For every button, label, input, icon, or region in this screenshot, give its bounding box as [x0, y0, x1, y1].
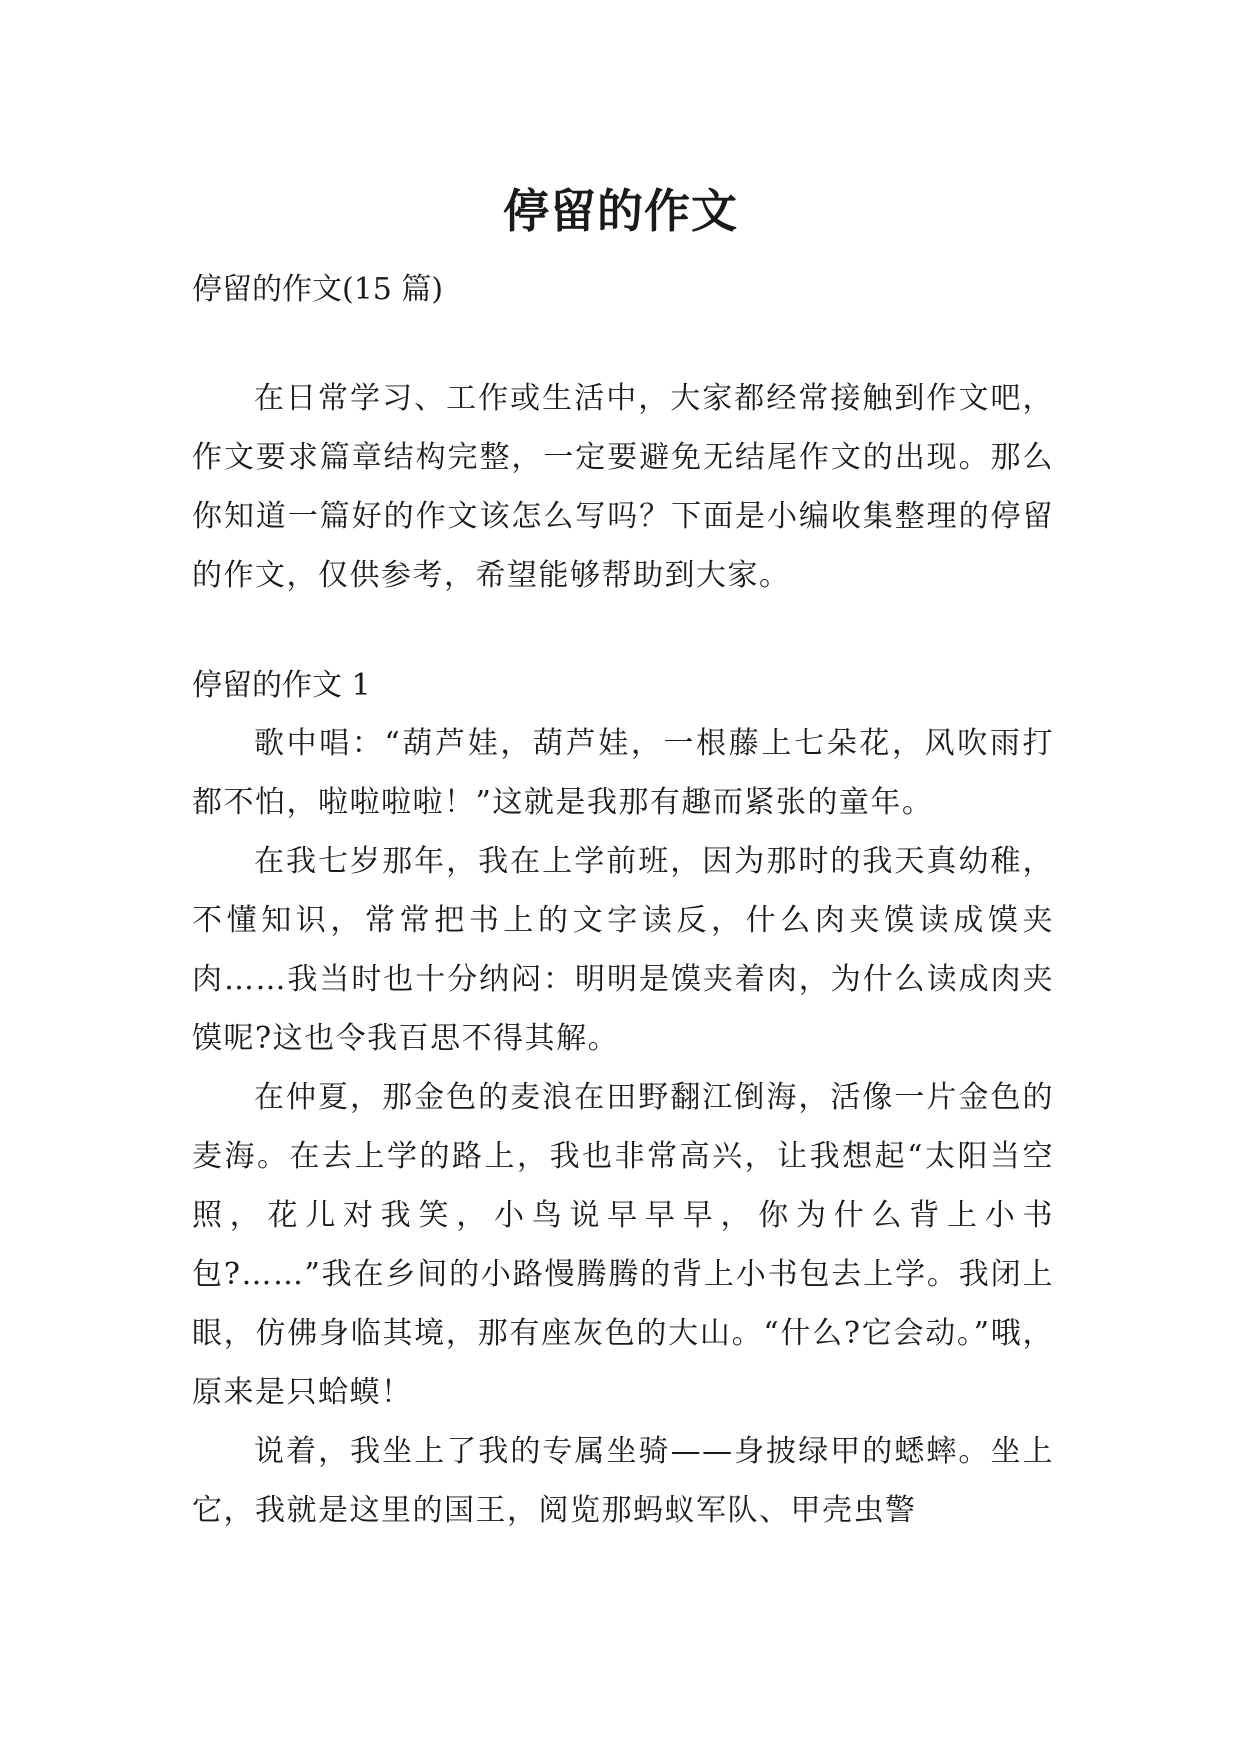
- body-paragraph: 在仲夏，那金色的麦浪在田野翻江倒海，活像一片金色的麦海。在去上学的路上，我也非常高兴，让我想起“太阳当空照，花儿对我笑，小鸟说早早早，你为什么背上小书包?……”我在乡间的小路慢腾腾的背上小书包去上学。我闭上眼，仿佛身临其境，那有座灰色的大山。“什么?它会动。”哦，原来是只蛤蟆！: [192, 1080, 1054, 1410]
- document-subtitle: 停留的作文(15 篇): [192, 272, 444, 307]
- body-paragraph: 在我七岁那年，我在上学前班，因为那时的我天真幼稚，不懂知识，常常把书上的文字读反，什么肉夹馍读成馍夹肉……我当时也十分纳闷：明明是馍夹着肉，为什么读成肉夹馍呢?这也令我百思不得其解。: [192, 844, 1054, 1056]
- section-heading: 停留的作文 1: [192, 668, 371, 703]
- document-title: 停留的作文: [503, 183, 738, 238]
- body-paragraph: 说着，我坐上了我的专属坐骑——身披绿甲的蟋蟀。坐上它，我就是这里的国王，阅览那蚂蚁军队、甲壳虫警: [192, 1434, 1054, 1528]
- intro-paragraph: 在日常学习、工作或生活中，大家都经常接触到作文吧，作文要求篇章结构完整，一定要避免无结尾作文的出现。那么你知道一篇好的作文该怎么写吗？下面是小编收集整理的停留的作文，仅供参考，希望能够帮助到大家。: [192, 381, 1054, 593]
- body-paragraph: 歌中唱：“葫芦娃，葫芦娃，一根藤上七朵花，风吹雨打都不怕，啦啦啦啦！”这就是我那有趣而紧张的童年。: [192, 726, 1054, 820]
- document-body: [192, 262, 1054, 1540]
